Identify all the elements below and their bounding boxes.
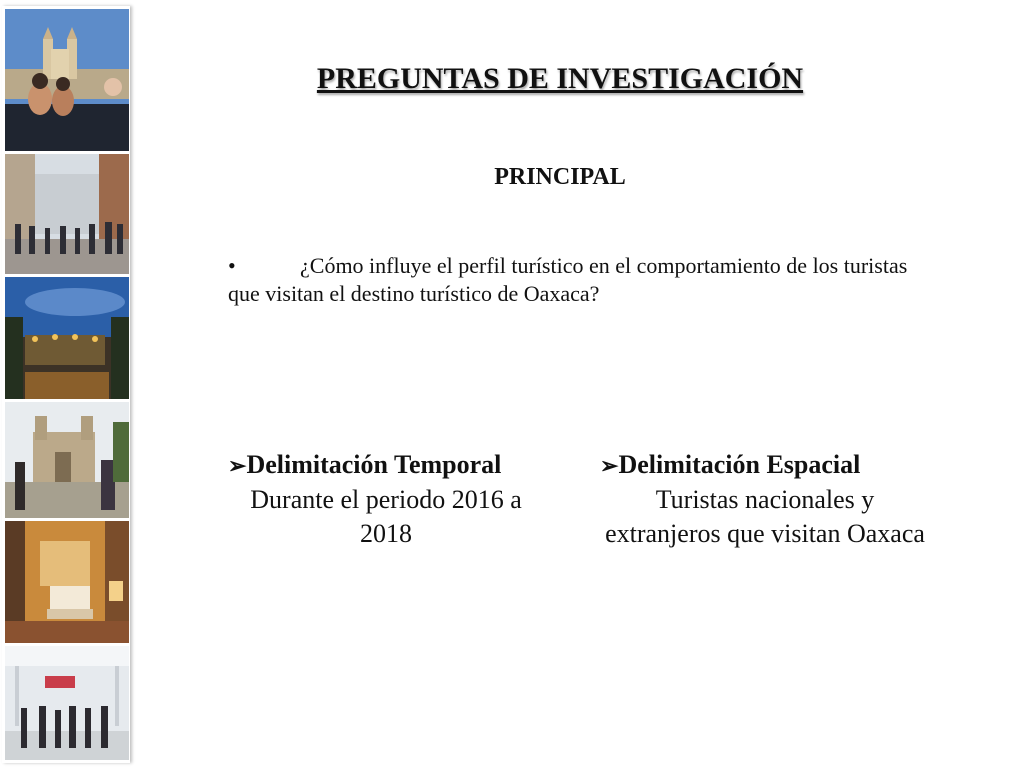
- temporal-heading: [228, 448, 544, 483]
- research-question-text: ¿Cómo influye el perfil turístico en el comportamiento de los turistas que visitan el destino turístico de Oaxaca?: [228, 253, 908, 306]
- pedestrian-street-image: [5, 154, 129, 274]
- hotel-room-image: [5, 521, 129, 643]
- spatial-body: Turistas nacionales y extranjeros que visitan Oaxaca: [605, 485, 925, 548]
- arrow-bullet-icon: ➢: [600, 453, 619, 478]
- night-terrace-image: [5, 277, 129, 399]
- church-plaza-image: [5, 402, 129, 518]
- temporal-heading-text: Delimitación Temporal: [246, 450, 502, 479]
- section-subtitle: PRINCIPAL: [494, 164, 626, 190]
- arrow-bullet-icon: ➢: [228, 453, 247, 478]
- bullet-icon: •: [228, 253, 236, 278]
- photo-strip: [2, 6, 130, 763]
- photo-hotel-room: [5, 521, 129, 646]
- photo-pedestrian-street: [5, 154, 129, 277]
- temporal-body: Durante el periodo 2016 a 2018: [250, 485, 522, 548]
- page-title: PREGUNTAS DE INVESTIGACIÓN: [316, 62, 804, 95]
- temporal-delimitation: [228, 448, 544, 551]
- research-question: [228, 252, 908, 308]
- spatial-heading: [600, 448, 930, 483]
- spatial-delimitation: [600, 448, 930, 551]
- cathedral-terrace-image: [5, 9, 129, 151]
- photo-cathedral-terrace: [5, 9, 129, 154]
- shopping-arcade-image: [5, 646, 129, 760]
- photo-shopping-arcade: [5, 646, 129, 760]
- spatial-heading-text: Delimitación Espacial: [618, 450, 861, 479]
- photo-church-plaza: [5, 402, 129, 521]
- photo-night-terrace: [5, 277, 129, 402]
